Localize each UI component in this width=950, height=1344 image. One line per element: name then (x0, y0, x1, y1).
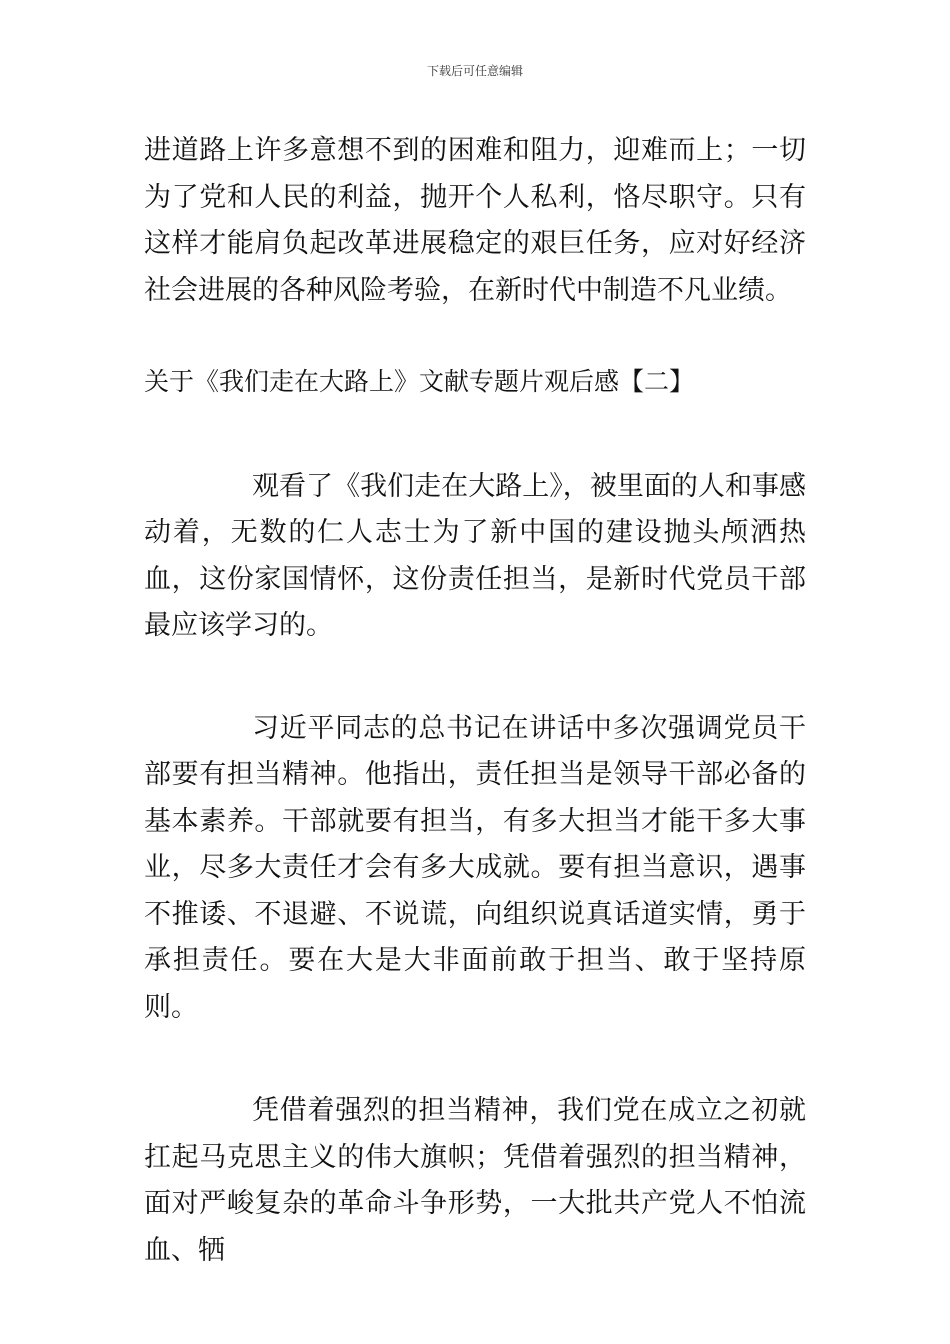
paragraph-responsibility: 习近平同志的总书记在讲话中多次强调党员干部要有担当精神。他指出，责任担当是领导干部必备的基本素养。干部就要有担当，有多大担当才能干多大事业，尽多大责任才会有多大成就。要有担当意识，遇事不推诿、不退避、不说谎，向组织说真话道实情，勇于承担责任。要在大是大非面前敢于担当、敢于坚持原则。 (144, 712, 806, 1023)
paragraph-watching: 观看了《我们走在大路上》，被里面的人和事感动着，无数的仁人志士为了新中国的建设抛头颅洒热血，这份家国情怀，这份责任担当，是新时代党员干部最应该学习的。 (144, 470, 806, 641)
document-body (144, 128, 806, 1274)
page-header: 下载后可任意编辑 (426, 64, 523, 78)
section-heading: 关于《我们走在大路上》文献专题片观后感【二】 (144, 367, 695, 396)
paragraph-continuation: 进道路上许多意想不到的困难和阻力，迎难而上；一切为了党和人民的利益，抛开个人私利，恪尽职守。只有这样才能肩负起改革进展稳定的艰巨任务，应对好经济社会进展的各种风险考验，在新时代中制造不凡业绩。 (144, 135, 806, 306)
paragraph-history: 凭借着强烈的担当精神，我们党在成立之初就扛起马克思主义的伟大旗帜；凭借着强烈的担当精神，面对严峻复杂的革命斗争形势，一大批共产党人不怕流血、牺 (144, 1095, 806, 1266)
